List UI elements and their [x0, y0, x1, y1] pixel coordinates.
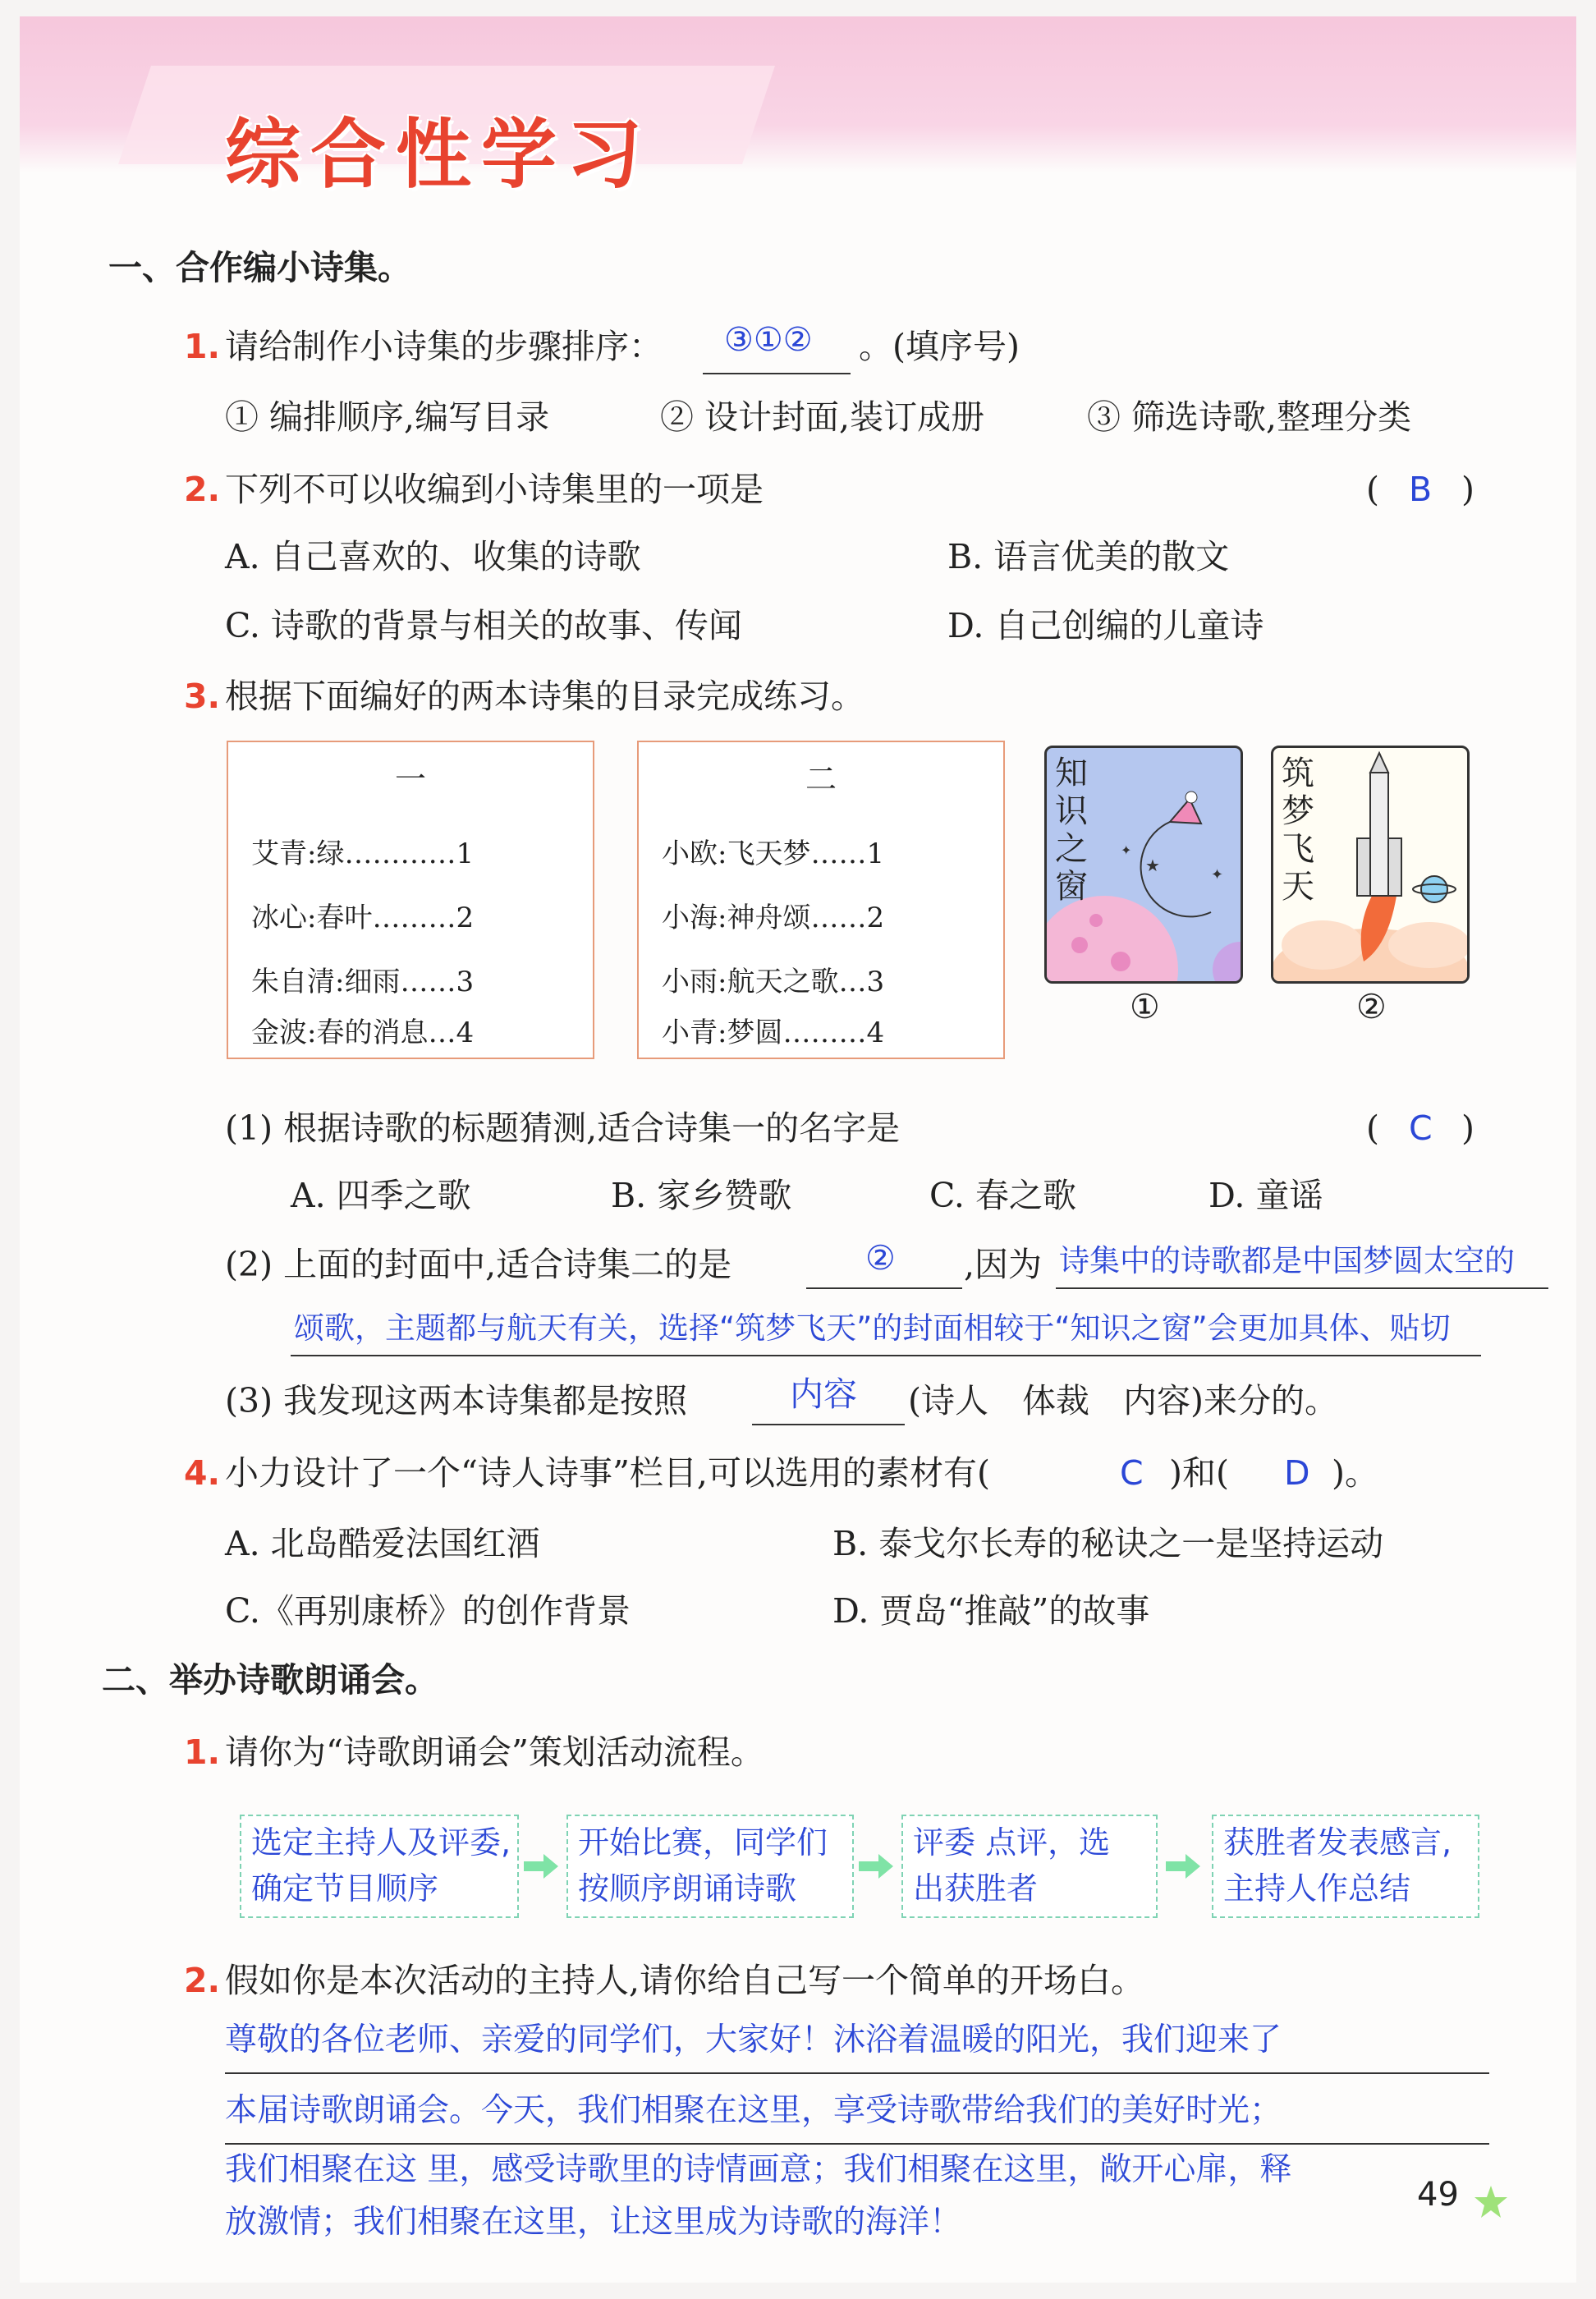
q3-sub1-option-d: D. 童谣 [1208, 1176, 1323, 1215]
flow-step-1-line2: 确定节目顺序 [251, 1870, 439, 1907]
q3-sub2-because: ,因为 [964, 1245, 1043, 1284]
toc1-row: 金波:春的消息…4 [251, 1016, 475, 1049]
s2-q2-stem: 假如你是本次活动的主持人,请你给自己写一个简单的开场白。 [225, 1961, 1145, 2000]
q1-answer-blank [703, 373, 851, 374]
star-icon [1473, 2184, 1509, 2220]
q2-paren-open: ( [1366, 470, 1379, 509]
flow-step-3 [901, 1815, 1158, 1918]
toc2-row: 小欧:飞天梦……1 [662, 837, 885, 870]
cover-space-dream [1271, 746, 1470, 984]
q3-sub3-blank [752, 1424, 905, 1425]
q4-option-b: B. 泰戈尔长寿的秘诀之一是坚持运动 [832, 1524, 1384, 1563]
cover2-title: 筑梦飞天 [1282, 755, 1314, 906]
q3-sub2-reason-2: 颂歌，主题都与航天有关，选择“筑梦飞天”的封面相较于“知识之窗”会更加具体、贴切 [294, 1310, 1451, 1346]
q2-answer: B [1409, 470, 1433, 509]
q1-option-2: ② 设计封面,装订成册 [660, 397, 985, 437]
q2-option-a: A. 自己喜欢的、收集的诗歌 [225, 537, 641, 576]
q4-end: )。 [1332, 1453, 1378, 1493]
toc2-row: 小海:神舟颂……2 [662, 902, 885, 934]
s2-q1-number: 1. [184, 1732, 221, 1772]
cover1-title: 知识之窗 [1055, 755, 1088, 906]
q3-sub3-answer: 内容 [790, 1374, 857, 1414]
flow-step-2-line2: 按顺序朗诵诗歌 [578, 1870, 797, 1907]
cover1-label: ① [1130, 987, 1160, 1026]
q4-option-c: C.《再别康桥》的创作背景 [225, 1591, 631, 1631]
q3-sub3-stem: (3) 我发现这两本诗集都是按照 [225, 1381, 688, 1420]
q4-stem: 小力设计了一个“诗人诗事”栏目,可以选用的素材有( [225, 1453, 990, 1493]
q4-answer-1: C [1120, 1453, 1144, 1493]
q1-option-3: ③ 筛选诗歌,整理分类 [1087, 397, 1412, 437]
flow-step-3-line1: 评委 点评，选 [913, 1824, 1111, 1861]
page-number: 49 [1417, 2176, 1459, 2214]
opening-speech-line: 放激情；我们相聚在这里，让这里成为诗歌的海洋！ [225, 2204, 962, 2241]
q1-answer: ③①② [724, 321, 813, 359]
toc1-row: 冰心:春叶………2 [251, 902, 475, 934]
q2-number: 2. [184, 470, 221, 509]
q3-sub2-stem: (2) 上面的封面中,适合诗集二的是 [225, 1245, 732, 1284]
toc2-row: 小青:梦圆………4 [662, 1016, 885, 1049]
q3-sub2-reason-line2 [291, 1355, 1481, 1356]
flow-step-1-line1: 选定主持人及评委, [251, 1824, 511, 1861]
q3-sub2-reason-1: 诗集中的诗歌都是中国梦圆太空的 [1059, 1243, 1515, 1278]
flow-step-3-line2: 出获胜者 [913, 1870, 1039, 1907]
cover-knowledge-window [1044, 746, 1243, 984]
toc2-row: 小雨:航天之歌…3 [662, 966, 885, 998]
q3-sub2-reason-line1 [1056, 1287, 1548, 1289]
s2-q2-number: 2. [184, 1961, 221, 2000]
q4-option-a: A. 北岛酷爱法国红酒 [225, 1524, 540, 1563]
flow-arrow-icon [524, 1854, 558, 1879]
q3-sub1-paren-open: ( [1366, 1108, 1379, 1148]
opening-speech-line: 尊敬的各位老师、亲爱的同学们，大家好！沐浴着温暖的阳光，我们迎来了 [225, 2021, 1282, 2058]
q3-sub3-tail: (诗人 体裁 内容)来分的。 [908, 1381, 1338, 1420]
toc1-row: 朱自清:细雨……3 [251, 966, 475, 998]
q1-tail: 。(填序号) [859, 327, 1020, 366]
answer-rule [225, 2143, 1489, 2145]
flow-step-2 [566, 1815, 854, 1918]
toc2-title: 二 [805, 761, 837, 797]
q3-sub1-paren-close: ) [1461, 1108, 1474, 1148]
q4-answer-2: D [1284, 1453, 1310, 1493]
q2-option-d: D. 自己创编的儿童诗 [947, 606, 1264, 645]
q1-option-1: ① 编排顺序,编写目录 [225, 397, 550, 437]
q3-sub1-answer: C [1409, 1108, 1433, 1148]
q2-option-b: B. 语言优美的散文 [947, 537, 1230, 576]
q4-number: 4. [184, 1453, 221, 1493]
svg-text:★: ★ [1145, 856, 1160, 875]
s2-q1-stem: 请你为“诗歌朗诵会”策划活动流程。 [225, 1732, 764, 1772]
svg-text:✦: ✦ [1121, 842, 1132, 858]
q4-option-d: D. 贾岛“推敲”的故事 [832, 1591, 1150, 1631]
section1-heading: 一、合作编小诗集。 [108, 248, 411, 287]
q3-sub2-blank [806, 1287, 962, 1289]
flow-step-4-line1: 获胜者发表感言, [1223, 1824, 1452, 1861]
toc1-title: 一 [394, 761, 426, 797]
q4-mid: )和( [1169, 1453, 1229, 1493]
q2-stem: 下列不可以收编到小诗集里的一项是 [225, 470, 764, 509]
q3-sub1-option-b: B. 家乡赞歌 [611, 1176, 792, 1215]
toc-collection-1 [227, 741, 594, 1059]
toc1-row: 艾青:绿…………1 [251, 837, 475, 870]
flow-step-2-line1: 开始比赛，同学们 [578, 1824, 828, 1861]
cover2-label: ② [1356, 987, 1387, 1026]
flow-step-4 [1212, 1815, 1479, 1918]
toc-collection-2 [637, 741, 1005, 1059]
opening-speech-line: 我们相聚在这 里，感受诗歌里的诗情画意；我们相聚在这里，敞开心扉，释 [225, 2151, 1292, 2188]
q3-stem: 根据下面编好的两本诗集的目录完成练习。 [225, 677, 864, 716]
q3-number: 3. [184, 677, 221, 716]
opening-speech-line: 本届诗歌朗诵会。今天，我们相聚在这里，享受诗歌带给我们的美好时光； [225, 2092, 1282, 2129]
q3-sub1-option-c: C. 春之歌 [929, 1176, 1076, 1215]
q3-sub1-stem: (1) 根据诗歌的标题猜测,适合诗集一的名字是 [225, 1108, 901, 1148]
flow-step-1 [240, 1815, 519, 1918]
svg-text:✦: ✦ [1211, 866, 1224, 883]
q2-paren-close: ) [1461, 470, 1474, 509]
section2-heading: 二、举办诗歌朗诵会。 [102, 1660, 438, 1700]
q3-sub1-option-a: A. 四季之歌 [291, 1176, 471, 1215]
flow-arrow-icon [1166, 1854, 1200, 1879]
q1-stem: 请给制作小诗集的步骤排序： [225, 327, 663, 366]
page-title: 综合性学习 [225, 111, 653, 199]
flow-step-4-line2: 主持人作总结 [1223, 1870, 1411, 1907]
q1-number: 1. [184, 327, 221, 366]
flow-arrow-icon [859, 1854, 893, 1879]
workbook-page [20, 16, 1576, 2283]
q2-option-c: C. 诗歌的背景与相关的故事、传闻 [225, 606, 742, 645]
answer-rule [225, 2072, 1489, 2074]
q3-sub2-answer: ② [865, 1238, 896, 1278]
